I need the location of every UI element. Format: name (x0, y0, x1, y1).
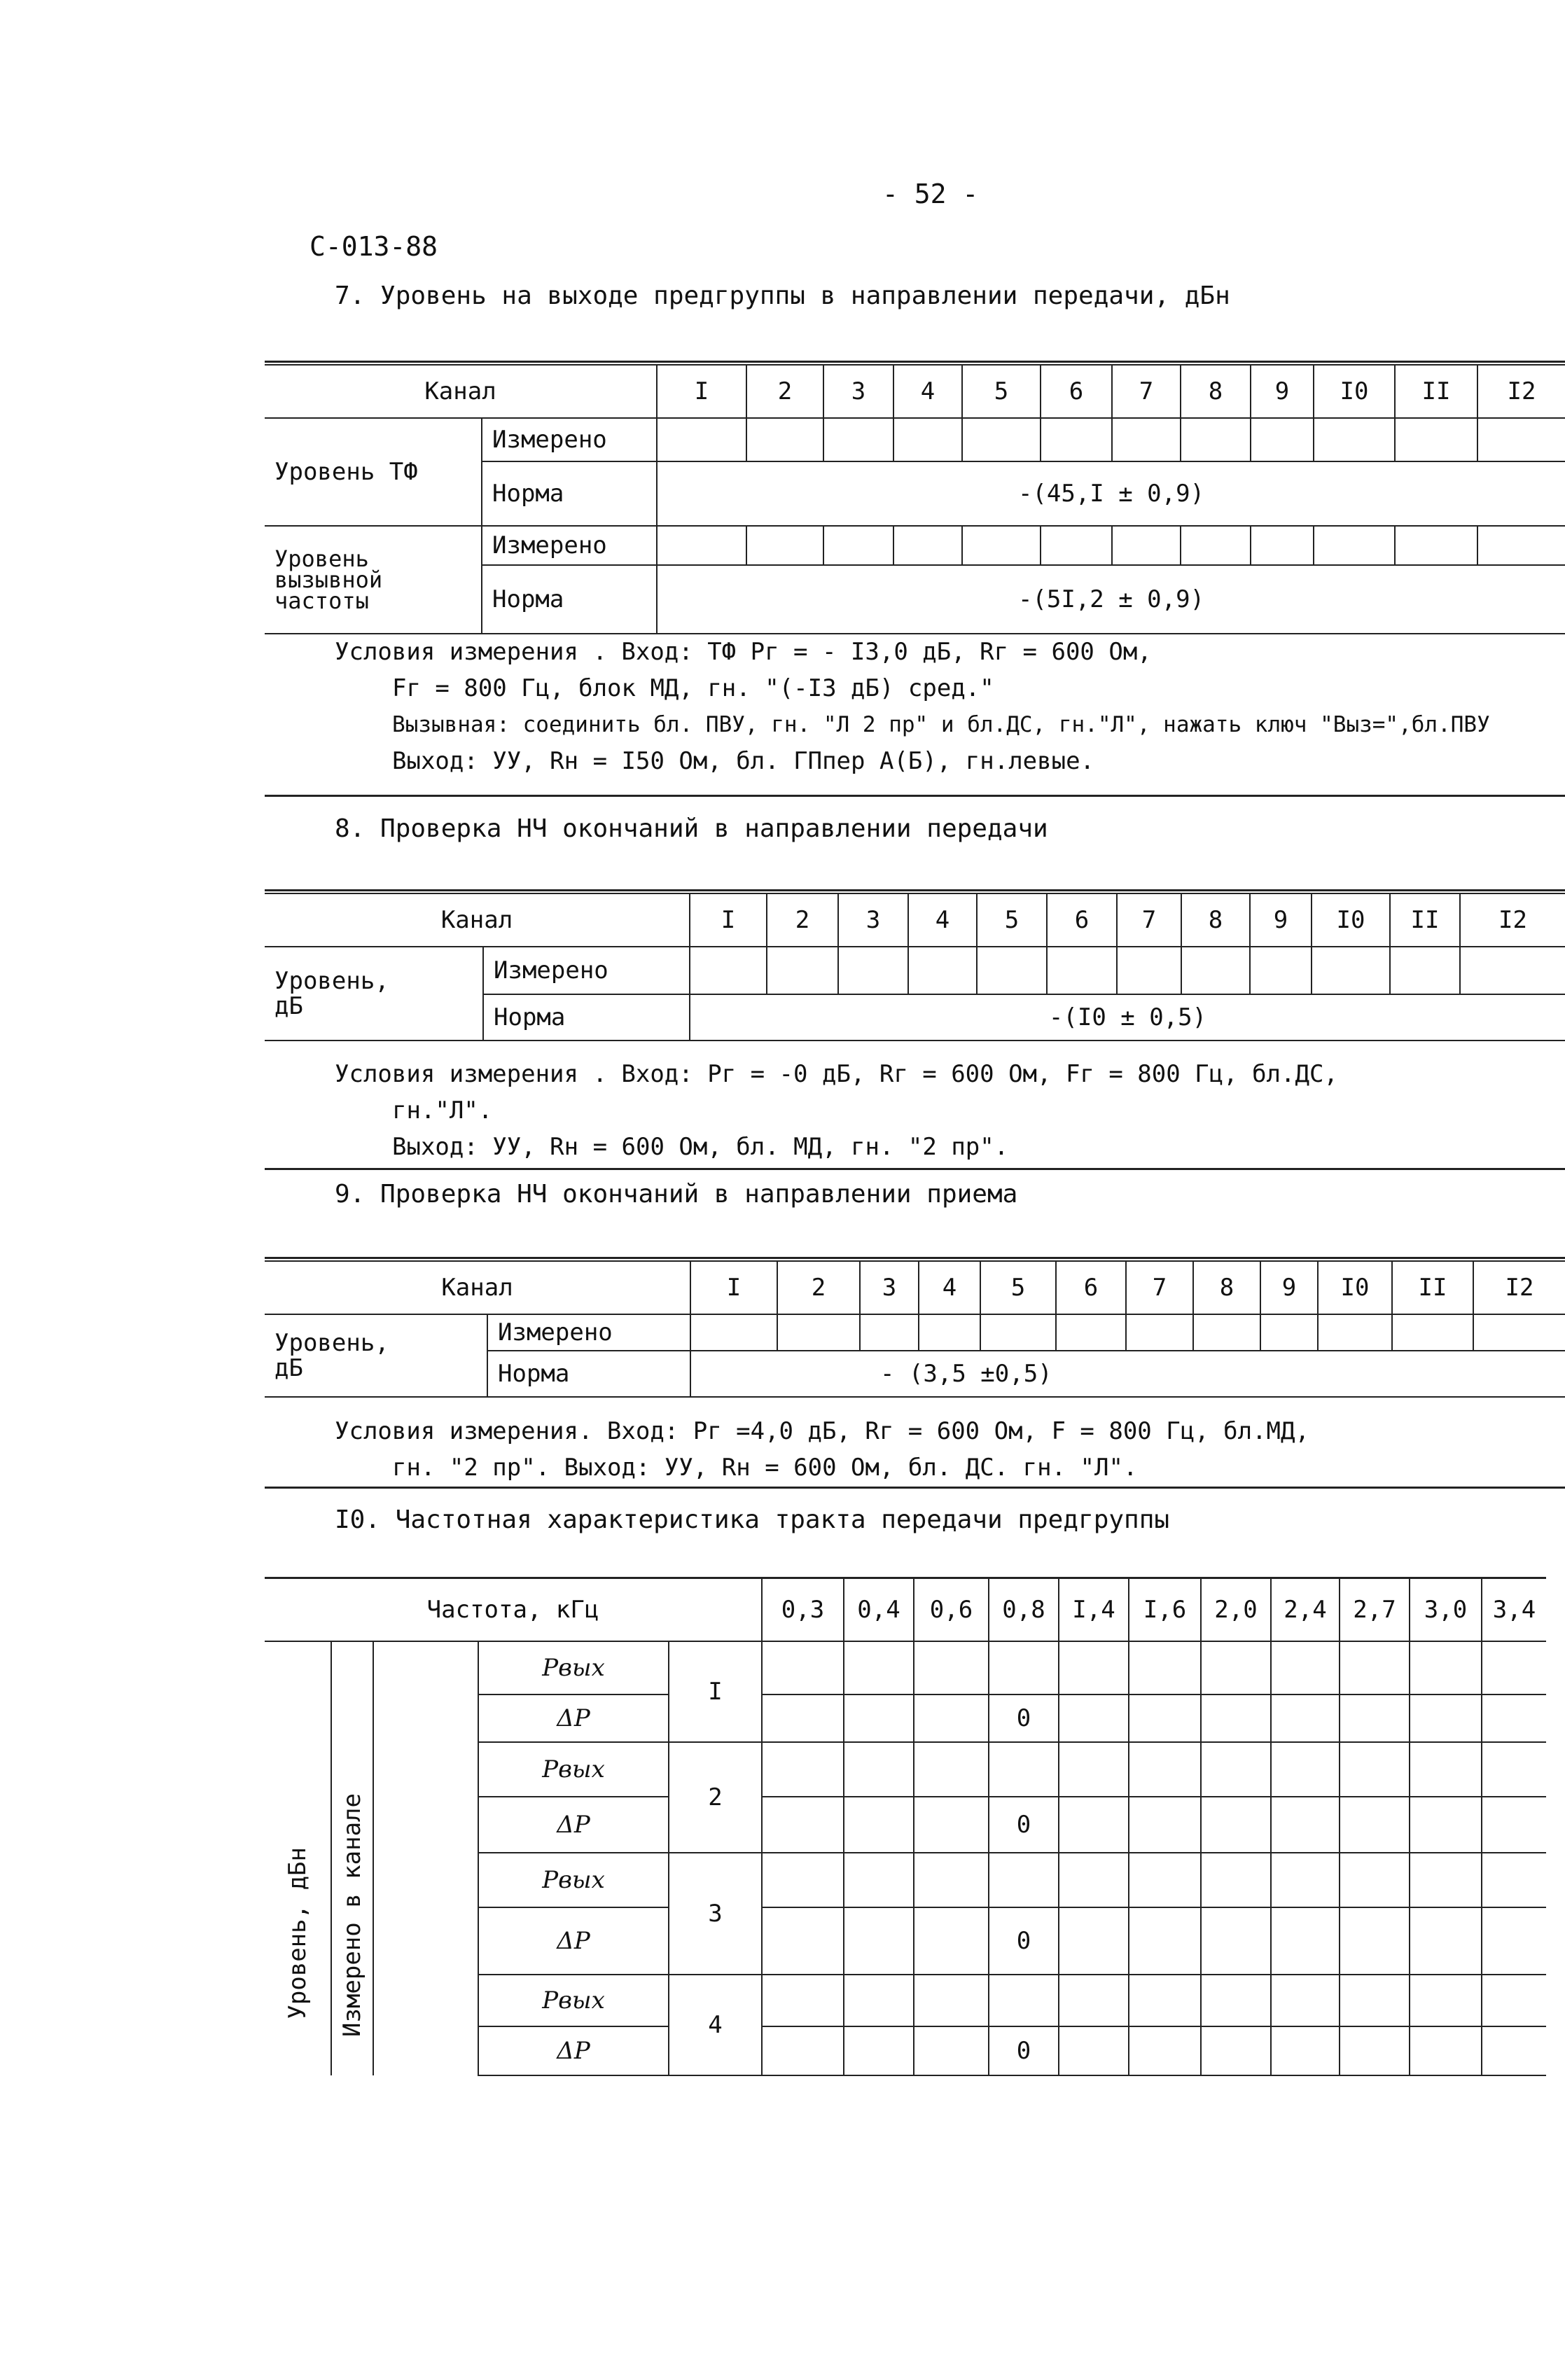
freq-col: 2,0 (1201, 1578, 1271, 1641)
document-id: С-013-88 (309, 231, 438, 262)
level-text: Уровень, дБ (274, 967, 389, 1020)
channel-col: 7 (1126, 1261, 1193, 1314)
row-label-ring-level (265, 526, 482, 634)
cell (989, 1853, 1059, 1907)
cell (1410, 2026, 1482, 2075)
cell (1181, 418, 1251, 461)
cell (1482, 1641, 1546, 1694)
section-8-conditions (335, 1056, 1338, 1165)
cell (1250, 947, 1312, 994)
cell (844, 2026, 914, 2075)
channel-col: 3 (823, 365, 893, 418)
cell (1201, 1975, 1271, 2026)
measured-in-channel-label: Измерено в канале (338, 1793, 366, 2037)
freq-col: I,6 (1129, 1578, 1201, 1641)
cell (1251, 526, 1314, 565)
cell (1117, 947, 1181, 994)
section-10-table (265, 1577, 1546, 2076)
cell (1410, 1641, 1482, 1694)
freq-col: 0,3 (762, 1578, 844, 1641)
p-out-label: Рвых (478, 1975, 669, 2026)
channel-col: I0 (1318, 1261, 1392, 1314)
cell (844, 1742, 914, 1797)
cell (1129, 2026, 1201, 2075)
cell (1126, 1314, 1193, 1351)
channel-col: I (690, 1261, 777, 1314)
cell (1460, 947, 1565, 994)
cell (1314, 418, 1395, 461)
cell (914, 1641, 989, 1694)
freq-col: 2,4 (1271, 1578, 1340, 1641)
cell (1340, 1742, 1410, 1797)
cell (989, 1641, 1059, 1694)
cell (914, 2026, 989, 2075)
p-out-label: Рвых (478, 1742, 669, 1797)
cell (1473, 1314, 1565, 1351)
page-number: - 52 - (882, 179, 979, 209)
channel-col: 9 (1251, 365, 1314, 418)
channel-col: 5 (962, 365, 1041, 418)
cell (1395, 526, 1477, 565)
channel-col: 4 (893, 365, 962, 418)
norm-value: -(5I,2 ± 0,9) (657, 565, 1565, 634)
channel-header: Канал (265, 365, 657, 418)
measured-label: Измерено (487, 1314, 690, 1351)
freq-col: 0,8 (989, 1578, 1059, 1641)
channel-col: I2 (1477, 365, 1565, 418)
cell (762, 1975, 844, 2026)
cell (1410, 1694, 1482, 1742)
cell (914, 1907, 989, 1975)
channel-col: 7 (1112, 365, 1181, 418)
cell (860, 1314, 919, 1351)
cell (989, 1975, 1059, 2026)
cell (1129, 1797, 1201, 1853)
cell (1482, 1853, 1546, 1907)
delta-p-label: ΔР (478, 1907, 669, 1975)
freq-col: 2,7 (1340, 1578, 1410, 1641)
channel-col: I (690, 893, 767, 947)
norm-value: - (3,5 ±0,5) (690, 1351, 1565, 1397)
outer-vertical-label (265, 1641, 331, 2075)
inner-vertical-label (331, 1641, 373, 2075)
cell (762, 1641, 844, 1694)
row-label-level (265, 1314, 487, 1397)
cell (1271, 1907, 1340, 1975)
cell (1193, 1314, 1260, 1351)
zero-cell: 0 (989, 2026, 1059, 2075)
cell (1340, 1975, 1410, 2026)
cell (1482, 1975, 1546, 2026)
cell (1201, 1907, 1271, 1975)
condition-line: Условия измерения . Вход: ТФ Рг = - I3,0 дБ, Rг = 600 Ом, (335, 638, 1152, 666)
cell (914, 1853, 989, 1907)
cell (1482, 1742, 1546, 1797)
level-text: Уровень, дБ (274, 1329, 389, 1382)
cell (1059, 1975, 1129, 2026)
cell (1312, 947, 1390, 994)
freq-col: 0,4 (844, 1578, 914, 1641)
channel-col: 3 (838, 893, 908, 947)
cell (1271, 1694, 1340, 1742)
cell (1201, 1742, 1271, 1797)
freq-col: 0,6 (914, 1578, 989, 1641)
section-7-title: 7. Уровень на выходе предгруппы в направлении передачи, дБн (335, 281, 1230, 310)
channel-col: II (1390, 893, 1460, 947)
condition-line: Условия измерения . Вход: Рг = -0 дБ, Rг = 600 Ом, Fг = 800 Гц, бл.ДС, (335, 1060, 1338, 1088)
cell (977, 947, 1047, 994)
norm-label: Норма (483, 994, 690, 1041)
channel-col: 2 (777, 1261, 860, 1314)
cell (1410, 1742, 1482, 1797)
cell (777, 1314, 860, 1351)
p-out-label: Рвых (478, 1641, 669, 1694)
channel-col: 2 (746, 365, 823, 418)
cell (1181, 947, 1250, 994)
delta-p-label: ΔР (478, 1797, 669, 1853)
cell (1482, 1694, 1546, 1742)
cell (1041, 526, 1112, 565)
cell (1340, 1694, 1410, 1742)
zero-cell: 0 (989, 1797, 1059, 1853)
cell (1318, 1314, 1392, 1351)
section-8-table (265, 893, 1565, 1041)
cell (690, 947, 767, 994)
channel-col: II (1392, 1261, 1473, 1314)
ring-level-text: Уровень вызывной частоты (274, 545, 383, 614)
channel-col: 8 (1181, 365, 1251, 418)
channel-col: I0 (1314, 365, 1395, 418)
cell (1260, 1314, 1318, 1351)
freq-header: Частота, кГц (265, 1578, 762, 1641)
cell (914, 1797, 989, 1853)
channel-col: 9 (1250, 893, 1312, 947)
channel-number: I (669, 1641, 762, 1742)
cell (1340, 2026, 1410, 2075)
cell (746, 526, 823, 565)
cell (1129, 1853, 1201, 1907)
condition-line: гн. "2 пр". Выход: УУ, Rн = 600 Ом, бл. ДС. гн. "Л". (392, 1454, 1138, 1482)
cell (1410, 1853, 1482, 1907)
channel-col: 2 (767, 893, 838, 947)
cell (1129, 1641, 1201, 1694)
norm-value: -(I0 ± 0,5) (690, 994, 1565, 1041)
cell (1482, 1797, 1546, 1853)
level-dbn-label: Уровень, дБн (284, 1846, 312, 2019)
cell (1390, 947, 1460, 994)
cell (1201, 1853, 1271, 1907)
cell (1041, 418, 1112, 461)
cell (1059, 1797, 1129, 1853)
cell (1271, 1975, 1340, 2026)
channel-col: 9 (1260, 1261, 1318, 1314)
cell (762, 1907, 844, 1975)
cell (1201, 1797, 1271, 1853)
cell (844, 1797, 914, 1853)
channel-col: II (1395, 365, 1477, 418)
cell (1271, 1797, 1340, 1853)
channel-col: 5 (980, 1261, 1056, 1314)
cell (1056, 1314, 1126, 1351)
cell (1271, 2026, 1340, 2075)
channel-col: 5 (977, 893, 1047, 947)
zero-cell: 0 (989, 1907, 1059, 1975)
cell (1482, 2026, 1546, 2075)
cell (1410, 1797, 1482, 1853)
section-10-title: I0. Частотная характеристика тракта передачи предгруппы (335, 1505, 1170, 1534)
cell (914, 1742, 989, 1797)
cell (1477, 418, 1565, 461)
cell (1271, 1742, 1340, 1797)
cell (989, 1742, 1059, 1797)
cell (1340, 1853, 1410, 1907)
delta-p-label: ΔР (478, 2026, 669, 2075)
section-9-conditions (335, 1413, 1309, 1486)
row-label-level (265, 947, 483, 1041)
section-7-table (265, 364, 1565, 634)
channel-col: I (657, 365, 746, 418)
cell (1271, 1853, 1340, 1907)
channel-header: Канал (265, 893, 690, 947)
cell (823, 418, 893, 461)
cell (1129, 1907, 1201, 1975)
cell (1059, 1641, 1129, 1694)
channel-col: 8 (1181, 893, 1250, 947)
cell (962, 526, 1041, 565)
cell (1201, 1694, 1271, 1742)
cell (1340, 1907, 1410, 1975)
cell (914, 1694, 989, 1742)
cell (1392, 1314, 1473, 1351)
cell (844, 1694, 914, 1742)
cell (908, 947, 977, 994)
section-9-table (265, 1260, 1565, 1398)
cell (1271, 1641, 1340, 1694)
channel-col: 4 (919, 1261, 980, 1314)
cell (1482, 1907, 1546, 1975)
norm-value: -(45,I ± 0,9) (657, 461, 1565, 526)
cell (1340, 1641, 1410, 1694)
cell (844, 1975, 914, 2026)
cell (1410, 1907, 1482, 1975)
freq-col: 3,4 (1482, 1578, 1546, 1641)
cell (1059, 1853, 1129, 1907)
cell (1201, 2026, 1271, 2075)
section-7-conditions (335, 634, 1490, 779)
cell (844, 1907, 914, 1975)
cell (762, 1694, 844, 1742)
cell (1314, 526, 1395, 565)
cell (767, 947, 838, 994)
norm-label: Норма (482, 565, 657, 634)
channel-col: 6 (1047, 893, 1117, 947)
channel-number: 2 (669, 1742, 762, 1853)
cell (1181, 526, 1251, 565)
cell (919, 1314, 980, 1351)
cell (962, 418, 1041, 461)
cell (1112, 418, 1181, 461)
section-8-title: 8. Проверка НЧ окончаний в направлении передачи (335, 814, 1048, 843)
cell (657, 418, 746, 461)
cell (893, 418, 962, 461)
cell (1201, 1641, 1271, 1694)
cell (1059, 2026, 1129, 2075)
norm-label: Норма (482, 461, 657, 526)
cell (762, 1853, 844, 1907)
delta-p-label: ΔР (478, 1694, 669, 1742)
cell (1059, 1694, 1129, 1742)
channel-col: I0 (1312, 893, 1390, 947)
channel-col: 3 (860, 1261, 919, 1314)
cell (1112, 526, 1181, 565)
channel-col: 6 (1041, 365, 1112, 418)
cell (1129, 1694, 1201, 1742)
freq-col: 3,0 (1410, 1578, 1482, 1641)
p-out-label: Рвых (478, 1853, 669, 1907)
cell (844, 1853, 914, 1907)
channel-number: 4 (669, 1975, 762, 2075)
condition-line: Выход: УУ, Rн = I50 Ом, бл. ГПпер А(Б), гн.левые. (392, 747, 1095, 775)
freq-col: I,4 (1059, 1578, 1129, 1641)
channel-col: 7 (1117, 893, 1181, 947)
spacer (373, 1641, 478, 2075)
condition-line: Условия измерения. Вход: Рг =4,0 дБ, Rг = 600 Ом, F = 800 Гц, бл.МД, (335, 1417, 1309, 1445)
cell (762, 1797, 844, 1853)
cell (1477, 526, 1565, 565)
cell (844, 1641, 914, 1694)
zero-cell: 0 (989, 1694, 1059, 1742)
cell (823, 526, 893, 565)
cell (1059, 1742, 1129, 1797)
cell (1251, 418, 1314, 461)
channel-col: I2 (1460, 893, 1565, 947)
cell (893, 526, 962, 565)
channel-header: Канал (265, 1261, 690, 1314)
cell (1395, 418, 1477, 461)
norm-label: Норма (487, 1351, 690, 1397)
cell (762, 2026, 844, 2075)
cell (980, 1314, 1056, 1351)
measured-label: Измерено (483, 947, 690, 994)
cell (838, 947, 908, 994)
cell (746, 418, 823, 461)
channel-col: 4 (908, 893, 977, 947)
condition-line: гн."Л". (392, 1097, 493, 1125)
row-label-tf-level: Уровень ТФ (265, 418, 482, 526)
channel-col: I2 (1473, 1261, 1565, 1314)
cell (1129, 1975, 1201, 2026)
channel-col: 8 (1193, 1261, 1260, 1314)
cell (762, 1742, 844, 1797)
channel-col: 6 (1056, 1261, 1126, 1314)
cell (1340, 1797, 1410, 1853)
channel-number: 3 (669, 1853, 762, 1975)
cell (1047, 947, 1117, 994)
condition-line: Fг = 800 Гц, блок МД, гн. "(-I3 дБ) сред." (392, 674, 994, 702)
condition-line: Выход: УУ, Rн = 600 Ом, бл. МД, гн. "2 пр". (392, 1133, 1009, 1161)
cell (1059, 1907, 1129, 1975)
cell (690, 1314, 777, 1351)
measured-label: Измерено (482, 418, 657, 461)
section-9-title: 9. Проверка НЧ окончаний в направлении приема (335, 1180, 1018, 1209)
cell (657, 526, 746, 565)
cell (914, 1975, 989, 2026)
cell (1410, 1975, 1482, 2026)
condition-line: Вызывная: соединить бл. ПВУ, гн. "Л 2 пр" и бл.ДС, гн."Л", нажать ключ "Выз=",бл.ПВУ (392, 712, 1490, 737)
cell (1129, 1742, 1201, 1797)
measured-label: Измерено (482, 526, 657, 565)
